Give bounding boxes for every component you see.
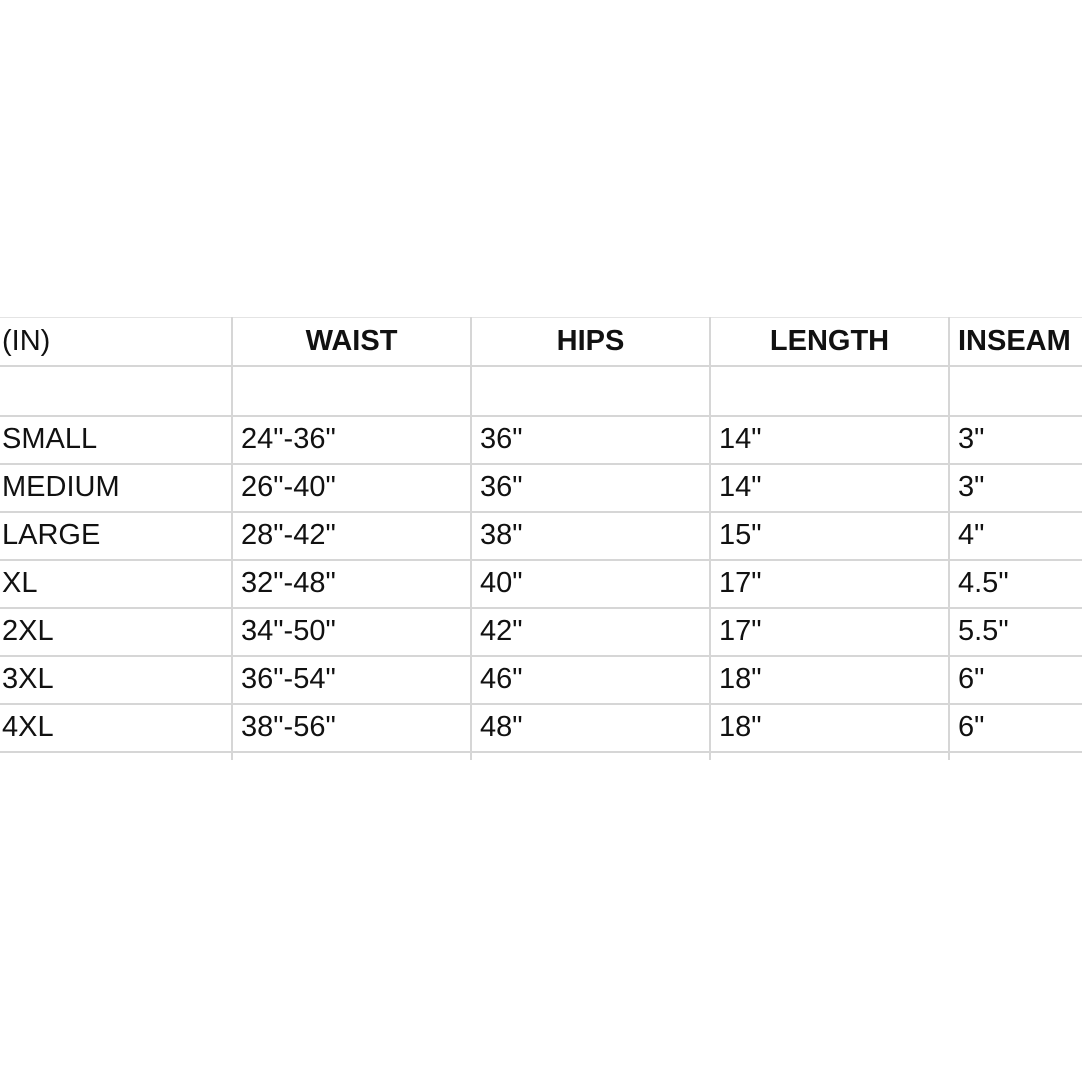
empty-cell <box>949 366 1082 416</box>
inseam-cell: 4" <box>949 512 1082 560</box>
grid-tail-cell <box>949 752 1082 760</box>
inseam-cell: 3" <box>949 464 1082 512</box>
length-cell: 18" <box>710 704 949 752</box>
length-cell: 14" <box>710 464 949 512</box>
column-header-waist: WAIST <box>232 318 471 366</box>
inseam-cell: 5.5" <box>949 608 1082 656</box>
hips-cell: 38" <box>471 512 710 560</box>
waist-cell: 28"-42" <box>232 512 471 560</box>
grid-tail-cell <box>471 752 710 760</box>
table-row <box>0 656 1082 704</box>
hips-cell: 36" <box>471 464 710 512</box>
size-chart-table <box>0 317 1082 760</box>
hips-cell: 36" <box>471 416 710 464</box>
inseam-cell: 4.5" <box>949 560 1082 608</box>
inseam-cell: 6" <box>949 704 1082 752</box>
table-row <box>0 560 1082 608</box>
column-header-length: LENGTH <box>710 318 949 366</box>
size-cell: 2XL <box>0 608 232 656</box>
empty-row <box>0 366 1082 416</box>
grid-tail-cell <box>0 752 232 760</box>
grid-tail-cell <box>710 752 949 760</box>
grid-tail-row <box>0 752 1082 760</box>
waist-cell: 36"-54" <box>232 656 471 704</box>
grid-tail-cell <box>232 752 471 760</box>
waist-cell: 26"-40" <box>232 464 471 512</box>
hips-cell: 48" <box>471 704 710 752</box>
length-cell: 14" <box>710 416 949 464</box>
table-row <box>0 608 1082 656</box>
waist-cell: 32"-48" <box>232 560 471 608</box>
inseam-cell: 3" <box>949 416 1082 464</box>
inseam-cell: 6" <box>949 656 1082 704</box>
empty-cell <box>710 366 949 416</box>
table-row <box>0 512 1082 560</box>
length-cell: 17" <box>710 560 949 608</box>
size-cell: XL <box>0 560 232 608</box>
length-cell: 18" <box>710 656 949 704</box>
header-row <box>0 318 1082 366</box>
empty-cell <box>0 366 232 416</box>
waist-cell: 24"-36" <box>232 416 471 464</box>
empty-cell <box>471 366 710 416</box>
size-cell: 4XL <box>0 704 232 752</box>
table-row <box>0 416 1082 464</box>
waist-cell: 38"-56" <box>232 704 471 752</box>
column-header-inseam: INSEAM <box>949 318 1082 366</box>
table-row <box>0 464 1082 512</box>
size-cell: MEDIUM <box>0 464 232 512</box>
size-cell: SMALL <box>0 416 232 464</box>
hips-cell: 40" <box>471 560 710 608</box>
unit-label: (IN) <box>0 318 232 366</box>
table-row <box>0 704 1082 752</box>
hips-cell: 42" <box>471 608 710 656</box>
hips-cell: 46" <box>471 656 710 704</box>
size-cell: 3XL <box>0 656 232 704</box>
waist-cell: 34"-50" <box>232 608 471 656</box>
length-cell: 15" <box>710 512 949 560</box>
size-cell: LARGE <box>0 512 232 560</box>
empty-cell <box>232 366 471 416</box>
length-cell: 17" <box>710 608 949 656</box>
column-header-hips: HIPS <box>471 318 710 366</box>
size-chart-sheet <box>0 317 1082 760</box>
